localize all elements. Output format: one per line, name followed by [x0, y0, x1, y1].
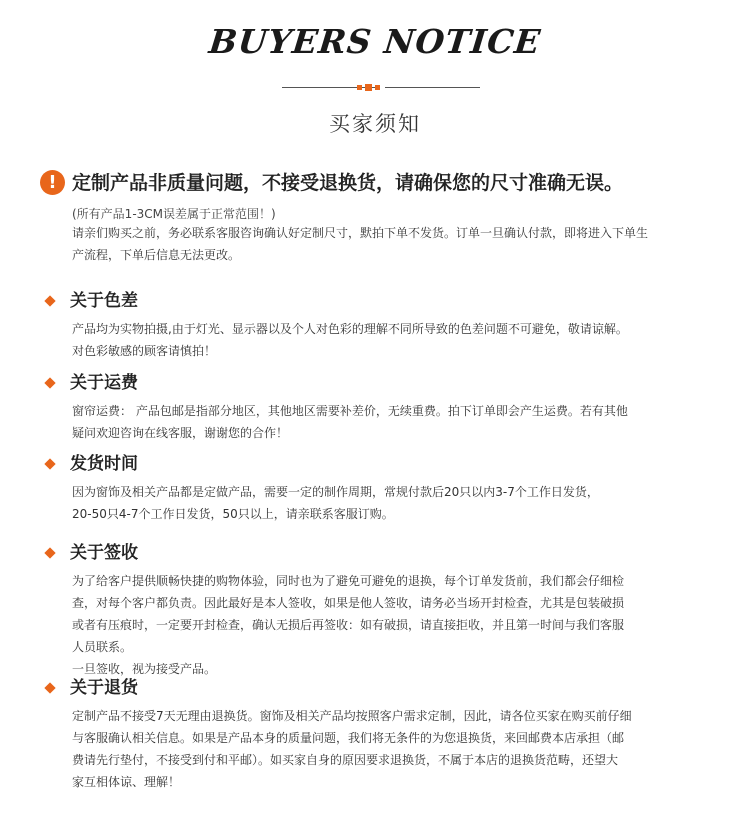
paragraph-line: 对色彩敏感的顾客请慎拍！ — [72, 344, 217, 358]
headline-text: 定制产品非质量问题，不接受退换货，请确保您的尺寸准确无误。 — [72, 172, 624, 194]
paragraph-line: 窗帘运费： 产品包邮是指部分地区，其他地区需要补差价，无续重费。拍下订单即会产生运费。若有其他 — [72, 404, 628, 418]
paragraph-line: 为了给客户提供顺畅快捷的购物体验，同时也为了避免可避免的退换，每个订单发货前，我们都会仔细检 — [72, 574, 625, 588]
diamond-bullet-icon — [44, 377, 55, 388]
divider-line-right — [385, 87, 480, 88]
section-title: 发货时间 — [70, 454, 138, 474]
paragraph-line: 费请先行垫付，不接受到付和平邮）。如买家自身的原因要求退换货，不属于本店的退换货范畴，还望大 — [72, 753, 619, 767]
divider-line-left — [282, 87, 377, 88]
section-title: 关于签收 — [70, 543, 138, 563]
paragraph-line: 与客服确认相关信息。如果是产品本身的质量问题，我们将无条件的为您退换货，来回邮费本店承担（邮 — [72, 731, 625, 745]
section-title: 关于退货 — [70, 678, 138, 698]
section-paragraph — [72, 318, 628, 362]
divider-dot — [357, 85, 362, 90]
paragraph-line: 查，对每个客户都负责。因此最好是本人签收，如果是他人签收，请务必当场开封检查，尤其是包装破损 — [72, 596, 625, 610]
paragraph-line: 因为窗饰及相关产品都是定做产品，需要一定的制作周期，常规付款后20只以内3-7个工作日发货， — [72, 485, 599, 499]
divider-dot — [365, 84, 372, 91]
section-paragraph — [72, 400, 628, 444]
tolerance-note: (所有产品1-3CM误差属于正常范围！) — [72, 207, 276, 221]
paragraph-line: 或者有压痕时，一定要开封检查，确认无损后再签收：如有破损，请直接拒收，并且第一时间与我们客服 — [72, 618, 625, 632]
paragraph-line: 疑问欢迎咨询在线客服，谢谢您的合作！ — [72, 426, 289, 440]
section-paragraph — [72, 570, 624, 680]
page-title-en: BUYERS NOTICE — [207, 22, 543, 61]
title-divider — [0, 82, 750, 94]
paragraph-line: 20-50只4-7个工作日发货，50只以上，请亲联系客服订购。 — [72, 507, 394, 521]
paragraph-line: 产品均为实物拍摄,由于灯光、显示器以及个人对色彩的理解不同所导致的色差问题不可避免，敬请谅解。 — [72, 322, 628, 336]
diamond-bullet-icon — [44, 295, 55, 306]
exclamation-icon: ! — [40, 170, 65, 195]
paragraph-line: 一旦签收，视为接受产品。 — [72, 662, 217, 676]
section-title: 关于运费 — [70, 373, 138, 393]
section-title: 关于色差 — [70, 291, 138, 311]
diamond-bullet-icon — [44, 547, 55, 558]
headline — [40, 170, 740, 200]
intro-paragraph — [72, 222, 648, 266]
section-paragraph — [72, 705, 632, 793]
section-paragraph — [72, 481, 599, 525]
paragraph-line: 产流程，下单后信息无法更改。 — [72, 248, 241, 262]
diamond-bullet-icon — [44, 682, 55, 693]
page-title-cn: 买家须知 — [329, 112, 421, 136]
paragraph-line: 定制产品不接受7天无理由退换货。窗饰及相关产品均按照客户需求定制，因此，请各位买家在购买前仔细 — [72, 709, 632, 723]
divider-dot — [375, 85, 380, 90]
diamond-bullet-icon — [44, 458, 55, 469]
paragraph-line: 人员联系。 — [72, 640, 133, 654]
paragraph-line: 请亲们购买之前，务必联系客服咨询确认好定制尺寸，默拍下单不发货。订单一旦确认付款，即将进入下单生 — [72, 226, 649, 240]
paragraph-line: 家互相体谅、理解！ — [72, 775, 181, 789]
